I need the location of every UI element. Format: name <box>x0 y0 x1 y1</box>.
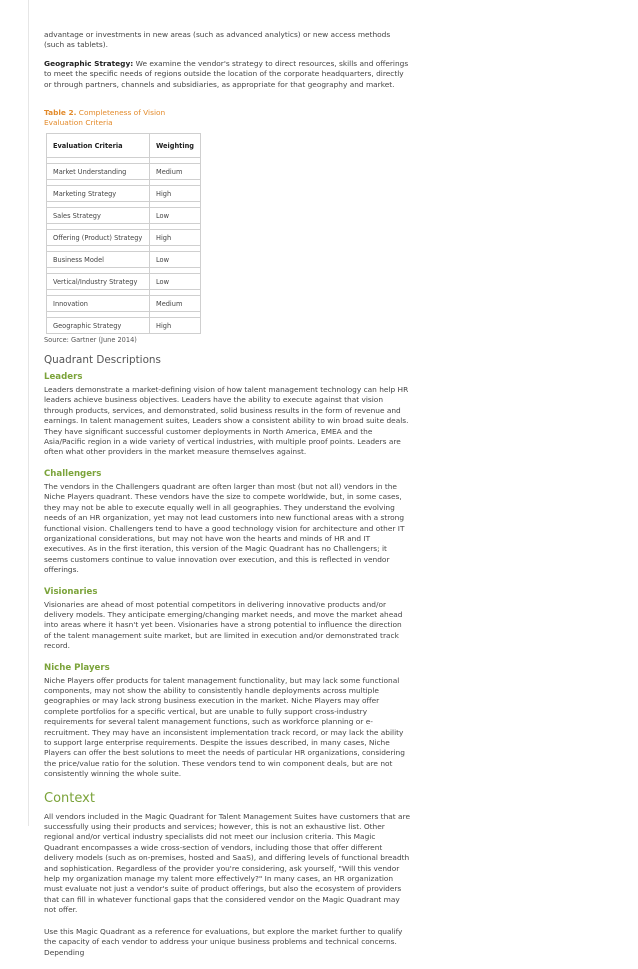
table-cell-weighting: Low <box>150 274 201 290</box>
quadrant-descriptions-title: Quadrant Descriptions <box>44 354 161 367</box>
table-source: Source: Gartner (June 2014) <box>44 336 137 345</box>
table-cell-criteria: Sales Strategy <box>47 208 150 224</box>
table-cell-criteria: Marketing Strategy <box>47 186 150 202</box>
geographic-strategy-paragraph <box>44 59 410 90</box>
criteria-table <box>46 133 201 334</box>
table-row <box>47 186 201 202</box>
table-header-row <box>47 134 201 158</box>
table-cell-criteria: Market Understanding <box>47 164 150 180</box>
geographic-strategy-text: We examine the vendor's strategy to direct resources, skills and offerings to meet the specific needs of regions outside the location of the corporate headquarters, directly or through partners, channels and subsidiaries, as appropriate for that geography and market. <box>44 58 409 89</box>
table-caption-label: Table 2. <box>44 108 77 118</box>
challengers-heading: Challengers <box>44 468 102 479</box>
geographic-strategy-label: Geographic Strategy: <box>44 58 134 68</box>
visionaries-heading: Visionaries <box>44 586 98 597</box>
table-header-weighting: Weighting <box>150 134 201 158</box>
context-title: Context <box>44 790 95 806</box>
table-cell-criteria: Geographic Strategy <box>47 318 150 334</box>
visionaries-paragraph: Visionaries are ahead of most potential competitors in delivering innovative products and/or delivery models. They anticipate emerging/changing market needs, and move the market ahead into areas where it hasn't yet been. Visionaries have a strong potential to influence the direction of the talent management suite market, but are limited in execution and/or demonstrated track record. <box>44 599 403 651</box>
table-cell-weighting: Low <box>150 208 201 224</box>
challengers-paragraph: The vendors in the Challengers quadrant are often larger than most (but not all) vendors in the Niche Players quadrant. These vendors have the size to compete worldwide, but, in some cases, they may not be able to execute equally well in all geographies. They understand the evolving needs of an HR organization, yet may not lead customers into new functional areas with a strong functional vision. Challengers tend to have a good technology vision for architecture and other IT organizational considerations, but may not have won the hearts and minds of HR and IT executives. As in the first iteration, this version of the Magic Quadrant has no Challengers; it seems customers continue to value innovation over execution, and this is reflected in vendor offerings. <box>44 481 405 575</box>
table-row <box>47 230 201 246</box>
table-row <box>47 208 201 224</box>
table-row <box>47 318 201 334</box>
table-header-criteria: Evaluation Criteria <box>47 134 150 158</box>
niche-players-heading: Niche Players <box>44 662 110 673</box>
table-cell-weighting: High <box>150 318 201 334</box>
table-cell-criteria: Vertical/Industry Strategy <box>47 274 150 290</box>
table-row <box>47 296 201 312</box>
intro-paragraph: advantage or investments in new areas (such as advanced analytics) or new access methods (such as tablets). <box>44 30 391 50</box>
left-margin-rule <box>28 0 29 826</box>
table-cell-weighting: Medium <box>150 296 201 312</box>
table-cell-weighting: High <box>150 186 201 202</box>
table-row <box>47 274 201 290</box>
leaders-heading: Leaders <box>44 372 83 383</box>
table-caption <box>44 108 174 128</box>
niche-players-paragraph: Niche Players offer products for talent management functionality, but may lack some functional components, may not show the ability to consistently handle deployments across multiple geographies or may lack strong business execution in the market. Niche Players may offer complete portfolios for a specific vertical, but are unable to fully support cross-industry requirements for several talent management functions, such as workforce planning or e-recruitment. They may have an inconsistent implementation track record, or may lack the ability to support large enterprise requirements. Despite the issues described, in many cases, Niche Players can offer the best solutions to meet the needs of particular HR organizations, considering the price/value ratio for the solution. These vendors tend to win component deals, but are not consistently winning the whole suite. <box>44 675 405 779</box>
table-caption-text: Completeness of Vision Evaluation Criteria <box>44 108 166 128</box>
table-cell-criteria: Business Model <box>47 252 150 268</box>
context-paragraph-1: All vendors included in the Magic Quadrant for Talent Management Suites have customers that are successfully using their products and services; however, this is not an exhaustive list. Other regional and/or vertical industry specialists did not meet our inclusion criteria. This Magic Quadrant encompasses a wide cross-section of vendors, including those that offer different delivery models (such as on-premises, hosted and SaaS), and differing levels of functional breadth and sophistication. Regardless of the provider you're considering, ask yourself, "Will this vendor help my organization manage my talent more effectively?" In many cases, an HR organization must evaluate not just a vendor's suite of product offerings, but also the ecosystem of providers that can fill in whatever functional gaps that the considered vendor on the Magic Quadrant may not offer. <box>44 811 410 915</box>
context-paragraph-2: Use this Magic Quadrant as a reference for evaluations, but explore the market further to qualify the capacity of each vendor to address your unique business problems and technical concerns. Depending <box>44 926 403 957</box>
table-row <box>47 164 201 180</box>
document-content <box>44 30 410 969</box>
leaders-paragraph: Leaders demonstrate a market-defining vision of how talent management technology can help HR leaders achieve business objectives. Leaders have the ability to execute against that vision through products, services, and demonstrated, solid business results in the form of revenue and earnings. In talent management suites, Leaders show a consistent ability to win broad suite deals. They have significant successful customer deployments in North America, EMEA and the Asia/Pacific region in a wide variety of vertical industries, with multiple proof points. Leaders are often what other providers in the market measure themselves against. <box>44 385 409 457</box>
table-cell-weighting: High <box>150 230 201 246</box>
table-row <box>47 252 201 268</box>
table-cell-weighting: Medium <box>150 164 201 180</box>
table-cell-criteria: Innovation <box>47 296 150 312</box>
table-cell-weighting: Low <box>150 252 201 268</box>
table-cell-criteria: Offering (Product) Strategy <box>47 230 150 246</box>
